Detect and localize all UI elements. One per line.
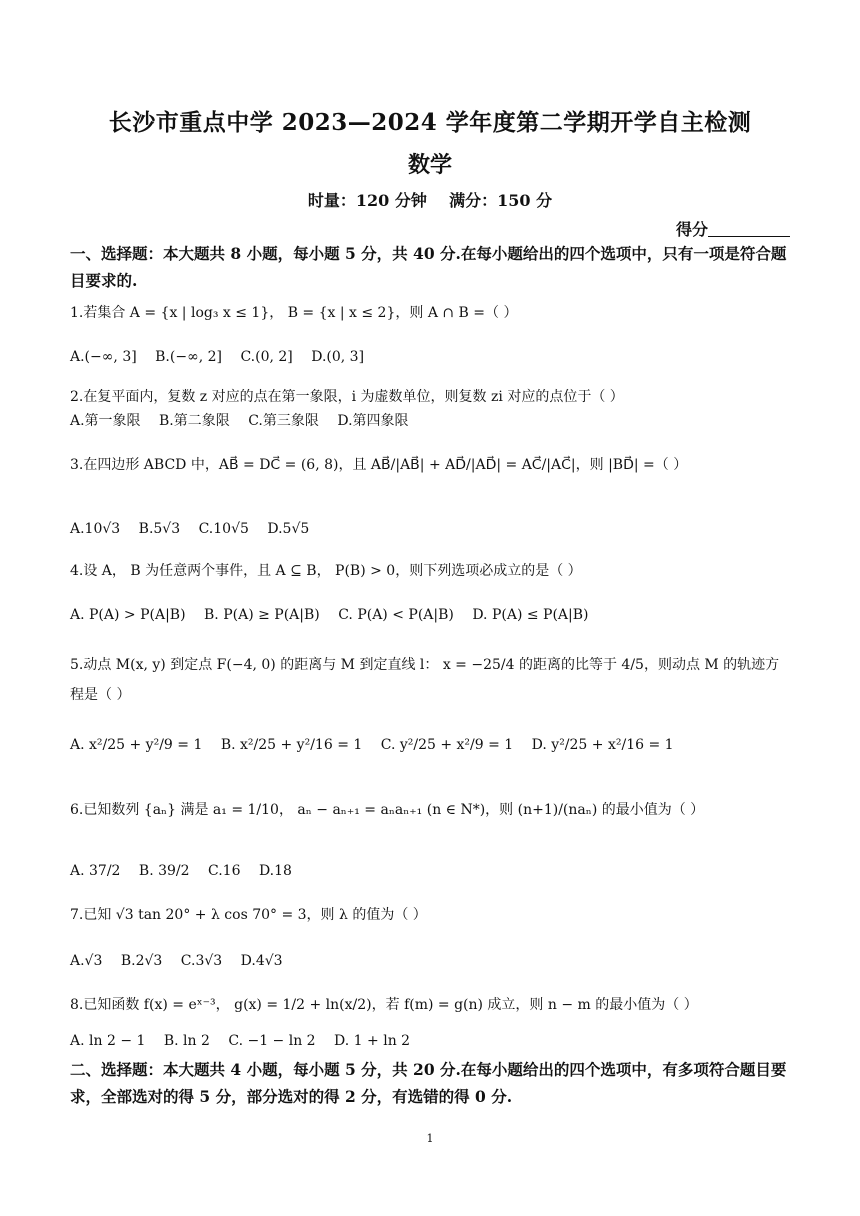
option[interactable]: C. P(A) < P(A|B) <box>338 607 454 623</box>
subject-title: 数学 <box>407 152 452 178</box>
option[interactable]: D.5√5 <box>267 521 310 537</box>
option[interactable]: D.第四象限 <box>337 413 409 429</box>
question-7: 7.已知 √3 tan 20° + λ cos 70° = 3，则 λ 的值为（ ） <box>70 907 427 923</box>
option[interactable]: A.10√3 <box>70 521 121 537</box>
time-info: 时量：120 分钟 满分：150 分 <box>307 191 553 210</box>
exam-title: 长沙市重点中学 2023—2024 学年度第二学期开学自主检测 <box>108 109 752 136</box>
option[interactable]: B. 39/2 <box>138 863 190 879</box>
option[interactable]: B. ln 2 <box>163 1033 210 1049</box>
option[interactable]: A. P(A) > P(A|B) <box>70 607 186 623</box>
question-7-options <box>70 950 792 972</box>
option[interactable]: D.(0, 3] <box>311 349 365 365</box>
option[interactable]: A.(−∞, 3] <box>70 349 137 365</box>
option[interactable]: C.第三象限 <box>248 413 319 429</box>
score-blank[interactable] <box>708 220 790 237</box>
option[interactable]: C.3√3 <box>180 953 223 969</box>
question-8: 8.已知函数 f(x) = eˣ⁻³， g(x) = 1/2 + ln(x/2)，若 f(m) = g(n) 成立，则 n − m 的最小值为（ ） <box>70 997 698 1013</box>
section-2-heading: 二、选择题：本大题共 4 小题，每小题 5 分，共 20 分.在每小题给出的四个选项中，有多项符合题目要求，全部选对的得 5 分，部分选对的得 2 分，有选错的得 0 分. <box>70 1060 787 1106</box>
question-6: 6.已知数列 {aₙ} 满是 a₁ = 1/10， aₙ − aₙ₊₁ = aₙaₙ₊₁ (n ∈ N*)，则 (n+1)/(naₙ) 的最小值为（ ） <box>70 802 705 818</box>
option[interactable]: B. x²/25 + y²/16 = 1 <box>220 737 363 753</box>
question-8-options <box>70 1030 792 1052</box>
option[interactable]: D. 1 + ln 2 <box>334 1033 411 1049</box>
question-4: 4.设 A， B 为任意两个事件，且 A ⊆ B， P(B) > 0，则下列选项必成立的是（ ） <box>70 563 582 579</box>
question-2-options <box>70 410 792 432</box>
question-2: 2.在复平面内，复数 z 对应的点在第一象限，i 为虚数单位，则复数 zi 对应的点位于（ ） <box>70 389 624 405</box>
option[interactable]: A.√3 <box>70 953 103 969</box>
option[interactable]: A. ln 2 − 1 <box>70 1033 146 1049</box>
question-5: 5.动点 M(x, y) 到定点 F(−4, 0) 的距离与 M 到定直线 l： x = −25/4 的距离的比等于 4/5，则动点 M 的轨迹方程是（ ） <box>70 657 780 703</box>
option[interactable]: D.4√3 <box>240 953 283 969</box>
score-line <box>676 217 790 240</box>
option[interactable]: B.5√3 <box>138 521 181 537</box>
question-3-options <box>70 518 792 540</box>
option[interactable]: C. y²/25 + x²/9 = 1 <box>380 737 514 753</box>
option[interactable]: B. P(A) ≥ P(A|B) <box>204 607 320 623</box>
option[interactable]: C.(0, 2] <box>240 349 293 365</box>
option[interactable]: B.(−∞, 2] <box>155 349 223 365</box>
option[interactable]: C. −1 − ln 2 <box>228 1033 316 1049</box>
option[interactable]: D.18 <box>258 863 292 879</box>
option[interactable]: C.10√5 <box>198 521 249 537</box>
question-6-options <box>70 860 792 882</box>
score-label: 得分 <box>675 220 708 239</box>
question-4-options <box>70 604 792 626</box>
option[interactable]: D. y²/25 + x²/16 = 1 <box>531 737 674 753</box>
question-1: 1.若集合 A = {x | log₃ x ≤ 1}， B = {x | x ≤ 2}，则 A ∩ B =（ ） <box>70 305 518 321</box>
option[interactable]: B.第二象限 <box>159 413 230 429</box>
page-number: 1 <box>426 1132 434 1145</box>
option[interactable]: B.2√3 <box>120 953 163 969</box>
question-1-options <box>70 346 792 368</box>
option[interactable]: A. x²/25 + y²/9 = 1 <box>70 737 203 753</box>
option[interactable]: C.16 <box>208 863 241 879</box>
question-5-options <box>70 734 792 756</box>
option[interactable]: A.第一象限 <box>70 413 141 429</box>
option[interactable]: D. P(A) ≤ P(A|B) <box>472 607 589 623</box>
question-3: 3.在四边形 ABCD 中，AB⃗ = DC⃗ = (6, 8)，且 AB⃗/|AB⃗| + AD⃗/|AD⃗| = AC⃗/|AC⃗|，则 |BD⃗| =（ ） <box>70 457 688 473</box>
option[interactable]: A. 37/2 <box>70 863 121 879</box>
section-1-heading: 一、选择题：本大题共 8 小题，每小题 5 分，共 40 分.在每小题给出的四个选项中，只有一项是符合题目要求的. <box>70 244 787 290</box>
